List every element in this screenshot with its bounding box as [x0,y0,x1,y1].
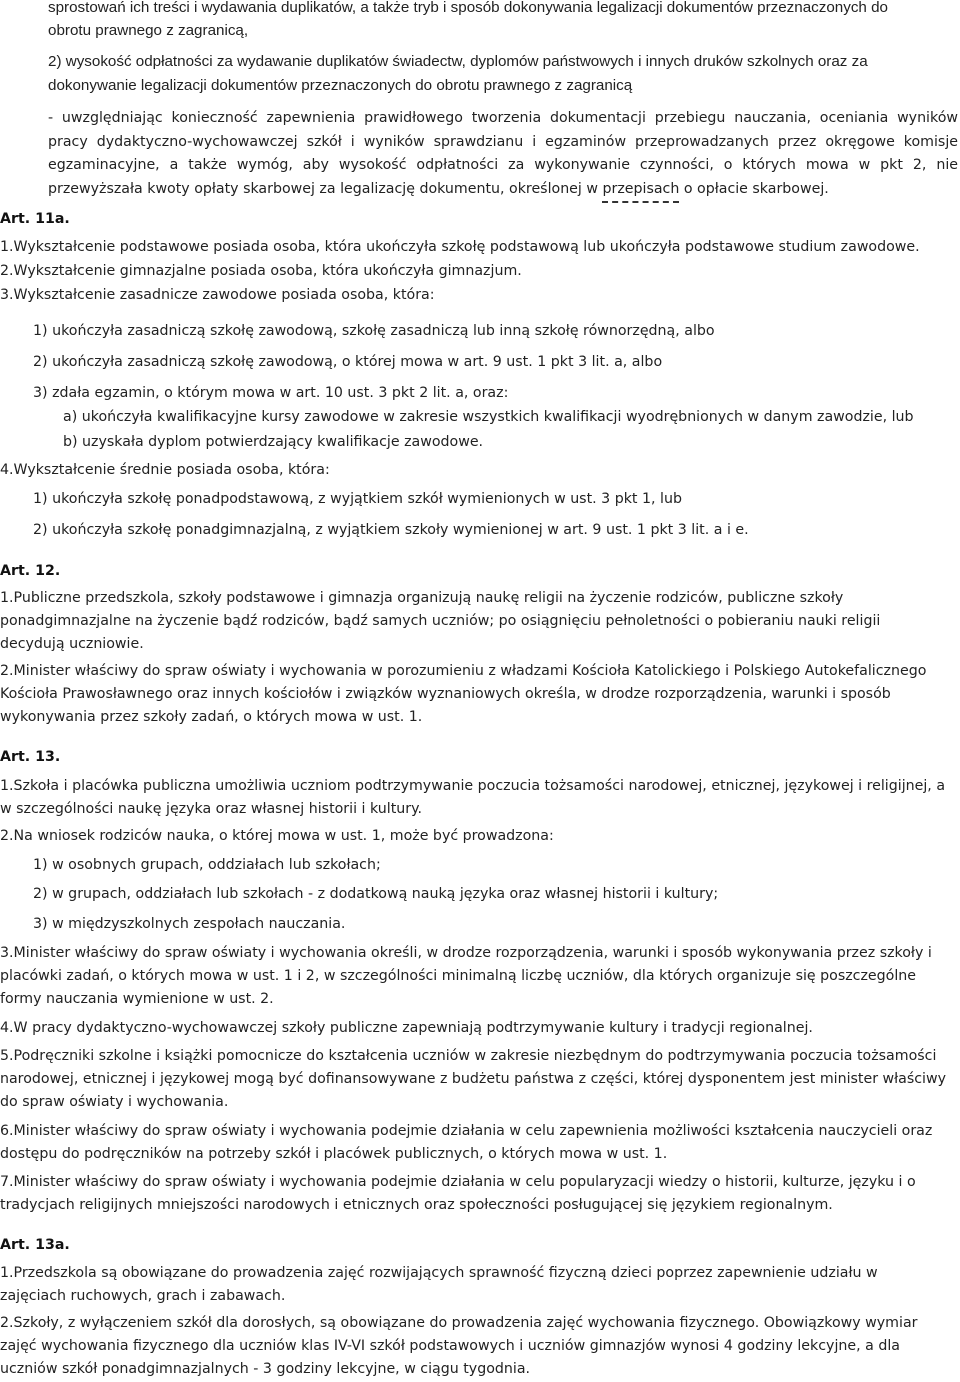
article-heading: Art. 11a. [0,211,70,227]
list-item: 1) ukończyła szkołę ponadpodstawową, z wyjątkiem szkół wymienionych w ust. 3 pkt 1, lub [33,491,682,507]
intro-item-2: 2) wysokość odpłatności za wydawanie duplikatów świadectw, dyplomów państwowych i innych druków szkolnych oraz za [48,53,868,70]
article-paragraph: 2.Na wniosek rodziców nauka, o której mowa w ust. 1, może być prowadzona: [0,828,554,844]
article-paragraph: 4.W pracy dydaktyczno-wychowawczej szkoły publiczne zapewniają podtrzymywanie kultury i tradycji regionalnej. [0,1020,813,1036]
intro-line: obrotu prawnego z zagranicą, [48,22,249,39]
article-paragraph: 6.Minister właściwy do spraw oświaty i wychowania podejmie działania w celu zapewnienia możliwości kształcenia nauczycieli oraz dostępu do podręczników na potrzeby szkół i placówek publicznych, o których mowa w ust. 1. [0,1123,933,1162]
list-item: 2) ukończyła zasadniczą szkołę zawodową, o której mowa w art. 9 ust. 1 pkt 3 lit. a, albo [33,354,663,370]
article-paragraph: 2.Wykształcenie gimnazjalne posiada osoba, która ukończyła gimnazjum. [0,263,522,279]
intro-line: sprostowań ich treści i wydawania duplikatów, a także tryb i sposób dokonywania legalizacji dokumentów przeznaczonych do [48,0,888,16]
article-paragraph: 1.Przedszkola są obowiązane do prowadzenia zajęć rozwijających sprawność fizyczną dzieci poprzez zapewnienie udziału w zajęciach ruchowych, grach i zabawach. [0,1265,878,1304]
article-paragraph: 7.Minister właściwy do spraw oświaty i wychowania podejmie działania w celu popularyzacji wiedzy o historii, kulturze, języku i o tradycjach religijnych mniejszości narodowych i etnicznych oraz społeczności posługującej się językiem regionalnym. [0,1174,916,1213]
article-paragraph: 5.Podręczniki szkolne i książki pomocnicze do kształcenia uczniów w zakresie niezbędnym do podtrzymywania poczucia tożsamości narodowej, etnicznej i językowej mogą być dofinansowywane z budżetu państwa z części, której dysponentem jest minister właściwy do spraw oświaty i wychowania. [0,1048,947,1110]
article-paragraph: 4.Wykształcenie średnie posiada osoba, która: [0,462,330,478]
intro-paragraph-end: o opłacie skarbowej. [679,180,829,197]
article-heading: Art. 13a. [0,1237,70,1253]
article-heading: Art. 13. [0,749,61,765]
article-paragraph: 2.Szkoły, z wyłączeniem szkół dla dorosłych, są obowiązane do prowadzenia zajęć wychowania fizycznego. Obowiązkowy wymiar zajęć wychowania fizycznego dla uczniów klas IV-VI szkół podstawowych i uczniów gimnazjów wynosi 4 godziny lekcyjne, a dla uczniów szkół ponadgimnazjalnych - 3 godziny lekcyjne, w ciągu tygodnia. [0,1315,918,1377]
intro-paragraph-text: - uwzględniając konieczność zapewnienia prawidłowego tworzenia dokumentacji przebiegu nauczania, oceniania wyników pracy dydaktyczno-wychowawczej szkół i wyników sprawdzianu i egzaminów przeprowadzanych przez okręgowe komisje egzaminacyjne, a także wymóg, aby wysokość odpłatności za wykonywanie czynności, o których mowa w pkt 2, nie przewyższała kwoty opłaty skarbowej za legalizację dokumentu, określonej w [48,110,958,197]
list-item: 1) w osobnych grupach, oddziałach lub szkołach; [33,857,381,873]
article-paragraph: 3.Wykształcenie zasadnicze zawodowe posiada osoba, która: [0,287,435,303]
list-item: 3) w międzyszkolnych zespołach nauczania. [33,916,346,932]
statute-link[interactable]: przepisach [602,181,679,203]
list-item: 1) ukończyła zasadniczą szkołę zawodową, szkołę zasadniczą lub inną szkołę równorzędną, albo [33,323,715,339]
sub-list-item: a) ukończyła kwalifikacyjne kursy zawodowe w zakresie wszystkich kwalifikacji wyodrębnionych w danym zawodzie, lub [63,409,914,425]
article-paragraph: 1.Wykształcenie podstawowe posiada osoba, która ukończyła szkołę podstawową lub ukończyła podstawowe studium zawodowe. [0,239,920,255]
intro-paragraph [0,107,958,201]
article-paragraph: 3.Minister właściwy do spraw oświaty i wychowania określi, w drodze rozporządzenia, warunki i sposób wykonywania przez szkoły i placówki zadań, o których mowa w ust. 1 i 2, w szczególności minimalną liczbę uczniów, dla których organizuje się poszczególne formy nauczania wymienione w ust. 2. [0,945,932,1007]
article-paragraph: 1.Szkoła i placówka publiczna umożliwia uczniom podtrzymywanie poczucia tożsamości narodowej, etnicznej, językowej i religijnej, a w szczególności naukę języka oraz własnej historii i kultury. [0,778,946,817]
intro-item-2-cont: dokonywanie legalizacji dokumentów przeznaczonych do obrotu prawnego z zagranicą [48,77,633,94]
list-item: 2) ukończyła szkołę ponadgimnazjalną, z wyjątkiem szkoły wymienionej w art. 9 ust. 1 pkt 3 lit. a i e. [33,522,749,538]
list-item: 2) w grupach, oddziałach lub szkołach - z dodatkową nauką języka oraz własnej historii i kultury; [33,886,719,902]
list-item: 3) zdała egzamin, o którym mowa w art. 10 ust. 3 pkt 2 lit. a, oraz: [33,385,509,401]
article-paragraph: 2.Minister właściwy do spraw oświaty i wychowania w porozumieniu z władzami Kościoła Katolickiego i Polskiego Autokefalicznego Kościoła Prawosławnego oraz innych kościołów i związków wyznaniowych określa, w drodze rozporządzenia, warunki i sposób wykonywania przez szkoły zadań, o których mowa w ust. 1. [0,663,927,725]
article-paragraph: 1.Publiczne przedszkola, szkoły podstawowe i gimnazja organizują naukę religii na życzenie rodziców, publiczne szkoły ponadgimnazjalne na życzenie bądź rodziców, bądź samych uczniów; po osiągnięciu pełnoletności o pobieraniu nauki religii decydują uczniowie. [0,590,881,652]
article-heading: Art. 12. [0,563,61,579]
sub-list-item: b) uzyskała dyplom potwierdzający kwalifikacje zawodowe. [63,434,484,450]
